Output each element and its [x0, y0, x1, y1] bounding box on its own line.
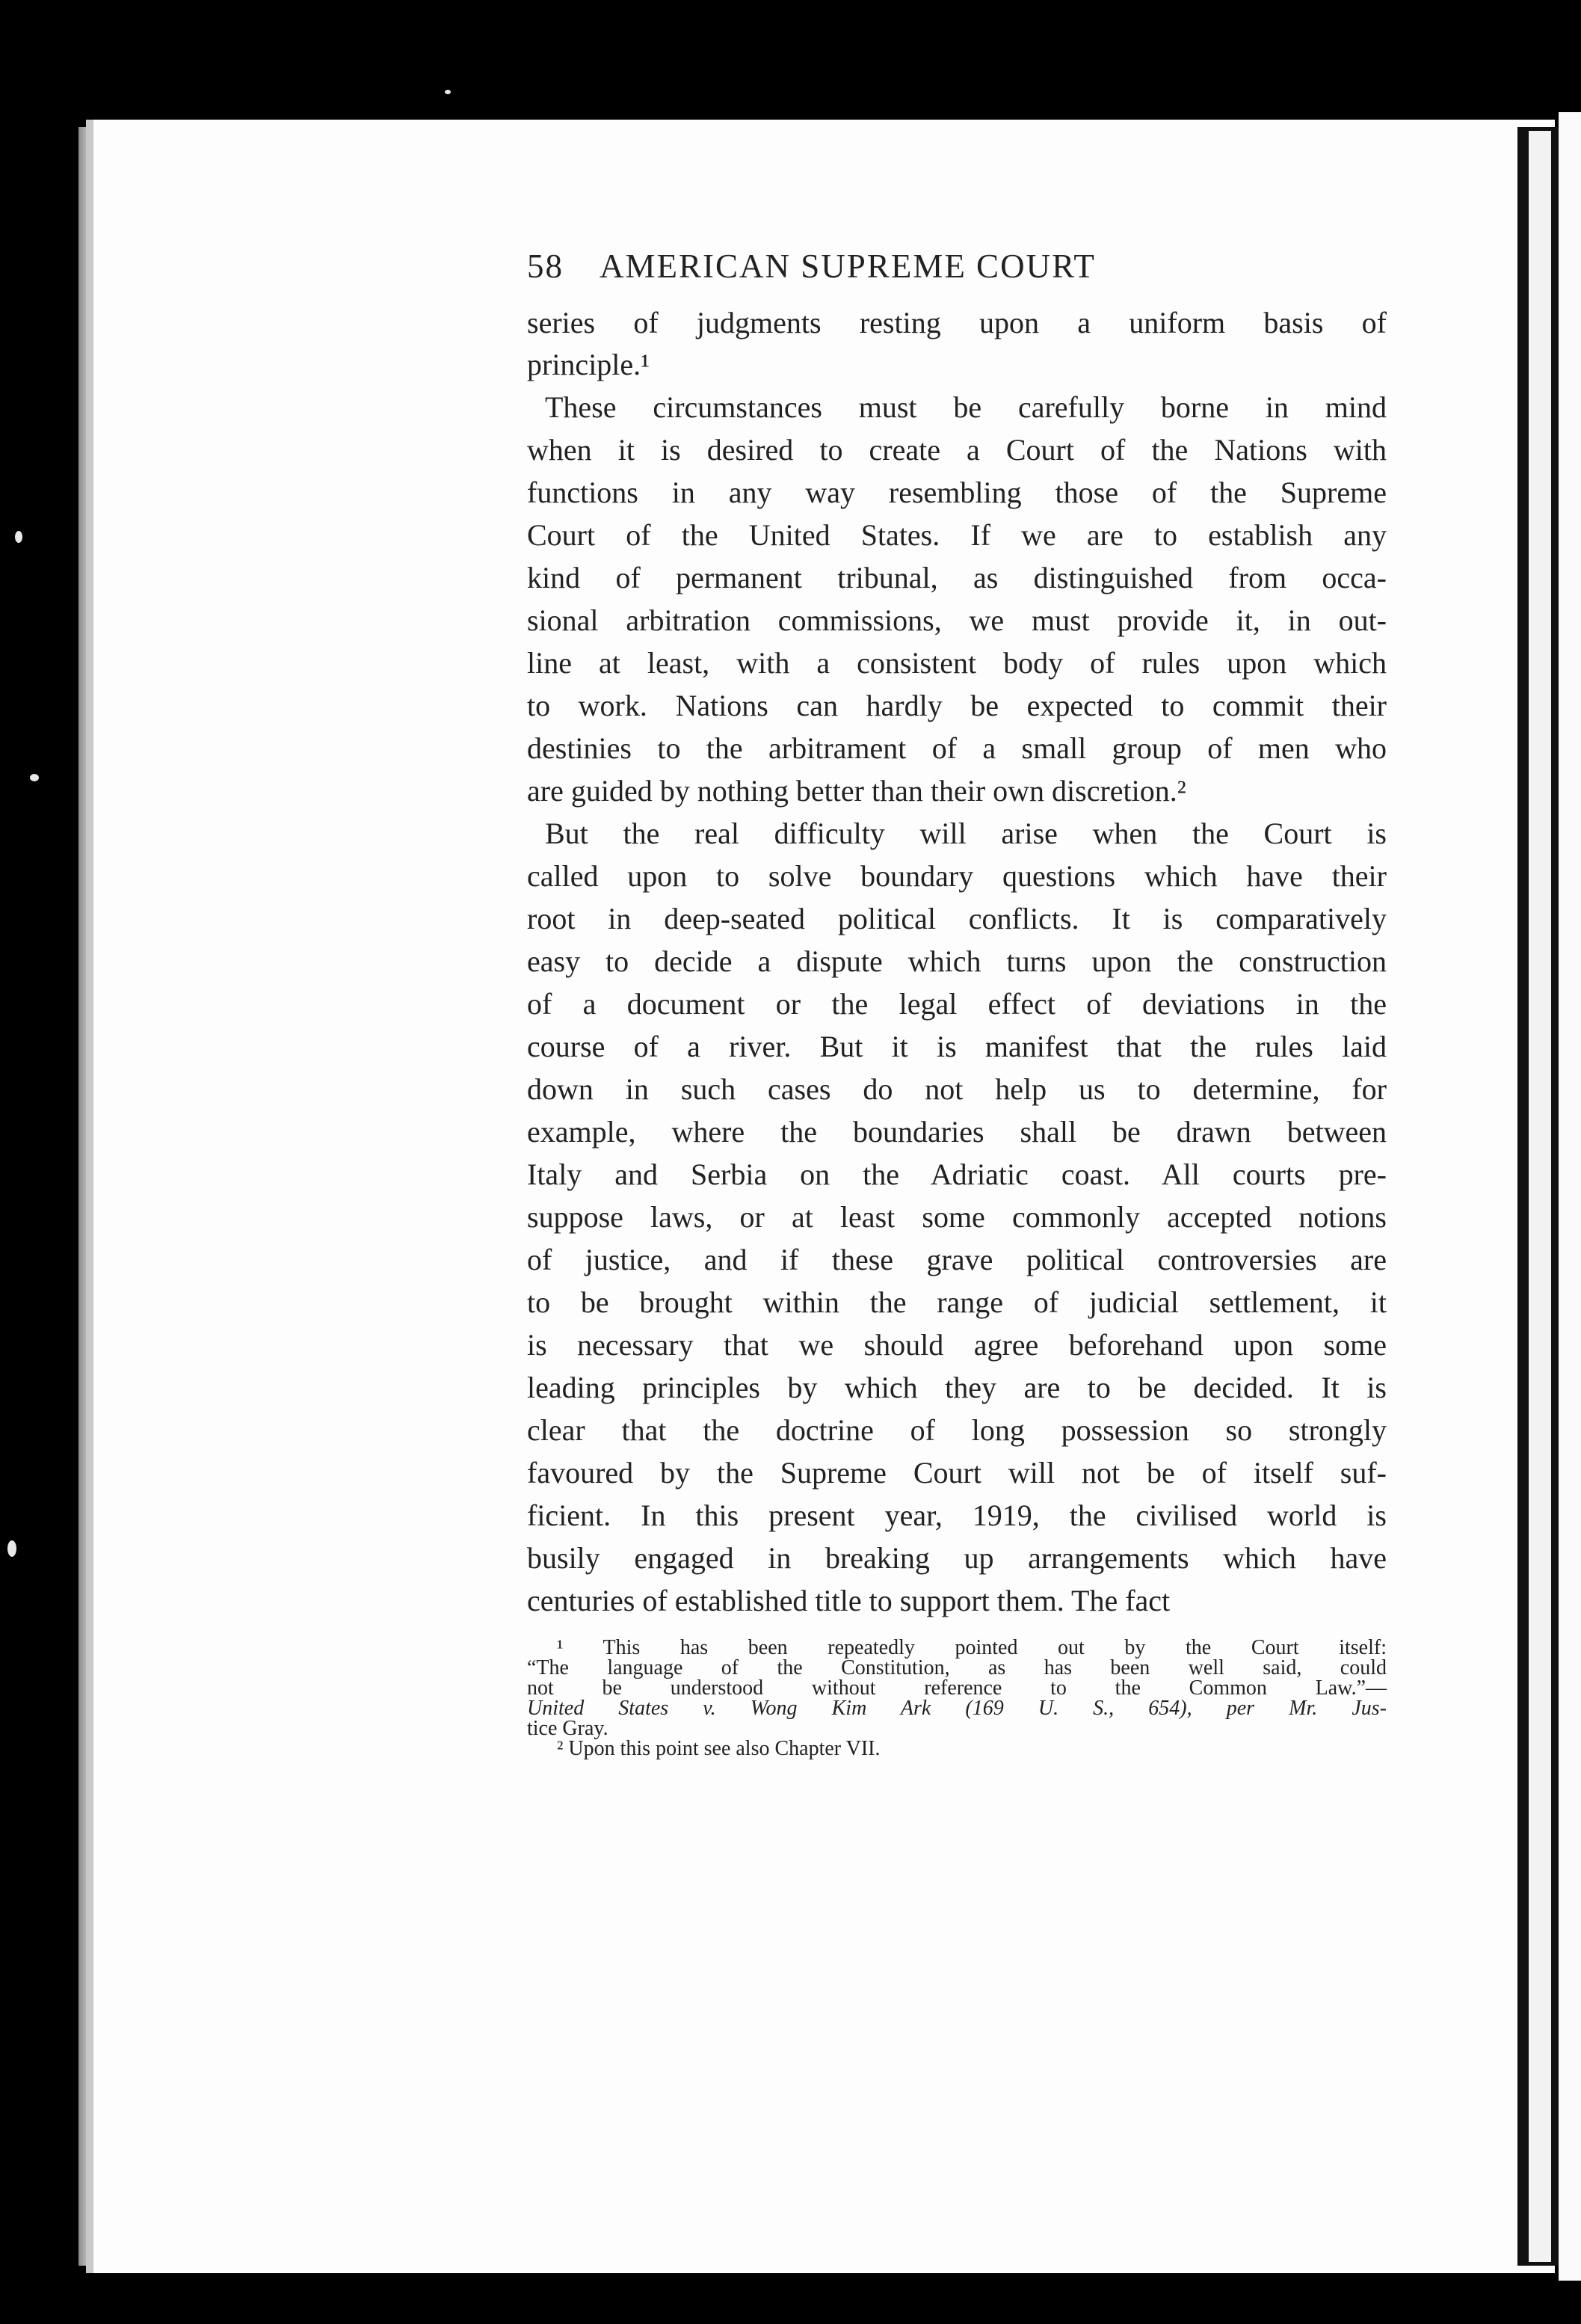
body-line: course of a river. But it is manifest that the rules laid [527, 1030, 1387, 1063]
body-line: These circumstances must be carefully borne in mind [545, 390, 1387, 424]
body-line: busily engaged in breaking up arrangements which have [527, 1541, 1387, 1575]
body-line: sional arbitration commissions, we must provide it, in out- [527, 603, 1387, 637]
scan-speck [15, 531, 22, 543]
body-line: line at least, with a consistent body of rules upon which [527, 646, 1387, 680]
body-line: But the real difficulty will arise when the Court is [545, 817, 1387, 850]
body-line: series of judgments resting upon a uniform basis of [527, 306, 1387, 339]
scan-speck [7, 1540, 16, 1557]
body-line: destinies to the arbitrament of a small group of men who [527, 731, 1387, 765]
body-line: suppose laws, or at least some commonly accepted notions [527, 1200, 1387, 1234]
body-line: called upon to solve boundary questions which have their [527, 859, 1387, 893]
body-line: kind of permanent tribunal, as distinguished from occa- [527, 561, 1387, 594]
body-line: are guided by nothing better than their own discretion.² [527, 774, 1186, 808]
page-number: 58 [527, 248, 564, 285]
body-line: to be brought within the range of judicial settlement, it [527, 1285, 1387, 1319]
running-head [527, 247, 1387, 286]
body-line: of justice, and if these grave political controversies are [527, 1243, 1387, 1276]
body-line: leading principles by which they are to be decided. It is [527, 1371, 1387, 1404]
body-line: principle.¹ [527, 348, 650, 381]
footnote-line: not be understood without reference to the Common Law.”— [527, 1676, 1387, 1700]
body-line: is necessary that we should agree beforehand upon some [527, 1328, 1387, 1362]
body-line: favoured by the Supreme Court will not be of itself suf- [527, 1456, 1387, 1490]
scan-speck [445, 90, 451, 94]
body-line: clear that the doctrine of long possession so strongly [527, 1413, 1387, 1447]
body-line: to work. Nations can hardly be expected to commit their [527, 689, 1387, 722]
scan-speck [30, 774, 39, 781]
body-line: root in deep-seated political conflicts. It is comparatively [527, 902, 1387, 935]
next-page-edge [1559, 112, 1581, 2281]
footnote-line: ¹ This has been repeatedly pointed out by the Court itself: [557, 1636, 1387, 1659]
body-line: ficient. In this present year, 1919, the civilised world is [527, 1498, 1387, 1532]
running-head-title: AMERICAN SUPREME COURT [600, 248, 1096, 285]
adjacent-page-strip [1529, 131, 1551, 2262]
body-line: functions in any way resembling those of the Supreme [527, 476, 1387, 509]
footnote-line: United States v. Wong Kim Ark (169 U. S., 654), per Mr. Jus- [527, 1697, 1387, 1720]
footnote-line: “The language of the Constitution, as has been well said, could [527, 1656, 1387, 1679]
body-line: Court of the United States. If we are to establish any [527, 518, 1387, 552]
body-line: easy to decide a dispute which turns upon the construction [527, 944, 1387, 978]
body-line: Italy and Serbia on the Adriatic coast. All courts pre- [527, 1158, 1387, 1191]
body-line: centuries of established title to support them. The fact [527, 1584, 1171, 1617]
footnote-line: ² Upon this point see also Chapter VII. [557, 1737, 881, 1760]
body-line: when it is desired to create a Court of the Nations with [527, 433, 1387, 467]
body-line: of a document or the legal effect of deviations in the [527, 987, 1387, 1021]
body-line: example, where the boundaries shall be drawn between [527, 1115, 1387, 1149]
body-line: down in such cases do not help us to determine, for [527, 1072, 1387, 1106]
footnote-line: tice Gray. [527, 1717, 608, 1740]
